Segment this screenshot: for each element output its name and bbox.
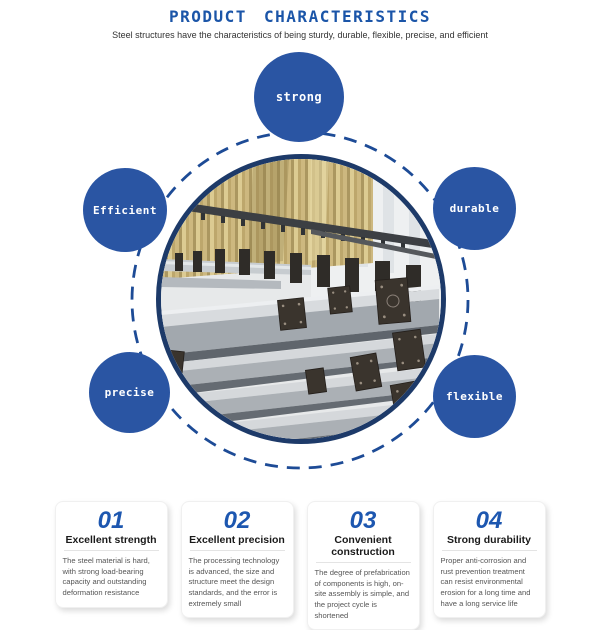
card-title: Strong durability: [447, 534, 531, 547]
card-body: The steel material is hard, with strong load-bearing capacity and outstanding deformation resistance: [62, 556, 150, 598]
feature-cards-row: [0, 501, 600, 630]
feature-bubble-durable: [433, 167, 516, 250]
card-title: Convenient construction: [331, 534, 395, 559]
feature-bubble-label: durable: [449, 202, 500, 215]
card-title: Excellent precision: [189, 534, 285, 547]
steel-structure-illustration: [161, 159, 441, 439]
card-divider: [64, 550, 159, 551]
feature-bubble-strong: [254, 52, 344, 142]
feature-bubble-label: Efficient: [92, 203, 158, 217]
card-number: 02: [223, 507, 251, 534]
feature-bubble-label: precise: [104, 386, 155, 399]
card-excellent-precision: [181, 501, 294, 618]
feature-bubble-flexible: [433, 355, 516, 438]
card-divider: [190, 550, 285, 551]
page-subtitle: Steel structures have the characteristics of being sturdy, durable, flexible, precise, and efficient: [112, 30, 488, 40]
feature-bubble-label: flexible: [446, 390, 503, 403]
card-convenient-construction: [307, 501, 420, 630]
feature-bubble-efficient: [83, 168, 167, 252]
card-number: 03: [349, 507, 377, 534]
card-excellent-strength: [55, 501, 168, 608]
feature-bubble-precise: [89, 352, 170, 433]
card-number: 04: [475, 507, 503, 534]
card-body: The degree of prefabrication of components is high, on-site assembly is simple, and the project cycle is shortened: [314, 568, 410, 620]
card-title: Excellent strength: [65, 534, 157, 547]
card-divider: [316, 562, 411, 563]
card-body: Proper anti-corrosion and rust prevention treatment can resist environmental erosion for a long time and have a long service life: [440, 556, 531, 608]
page-title: PRODUCT CHARACTERISTICS: [168, 7, 432, 26]
card-number: 01: [97, 507, 125, 534]
steel-structure-photo: [156, 154, 446, 444]
feature-bubble-label: strong: [275, 90, 323, 104]
card-divider: [442, 550, 537, 551]
card-strong-durability: [433, 501, 546, 618]
card-body: The processing technology is advanced, the size and structure meet the design standards, and the error is extremely small: [188, 556, 280, 608]
